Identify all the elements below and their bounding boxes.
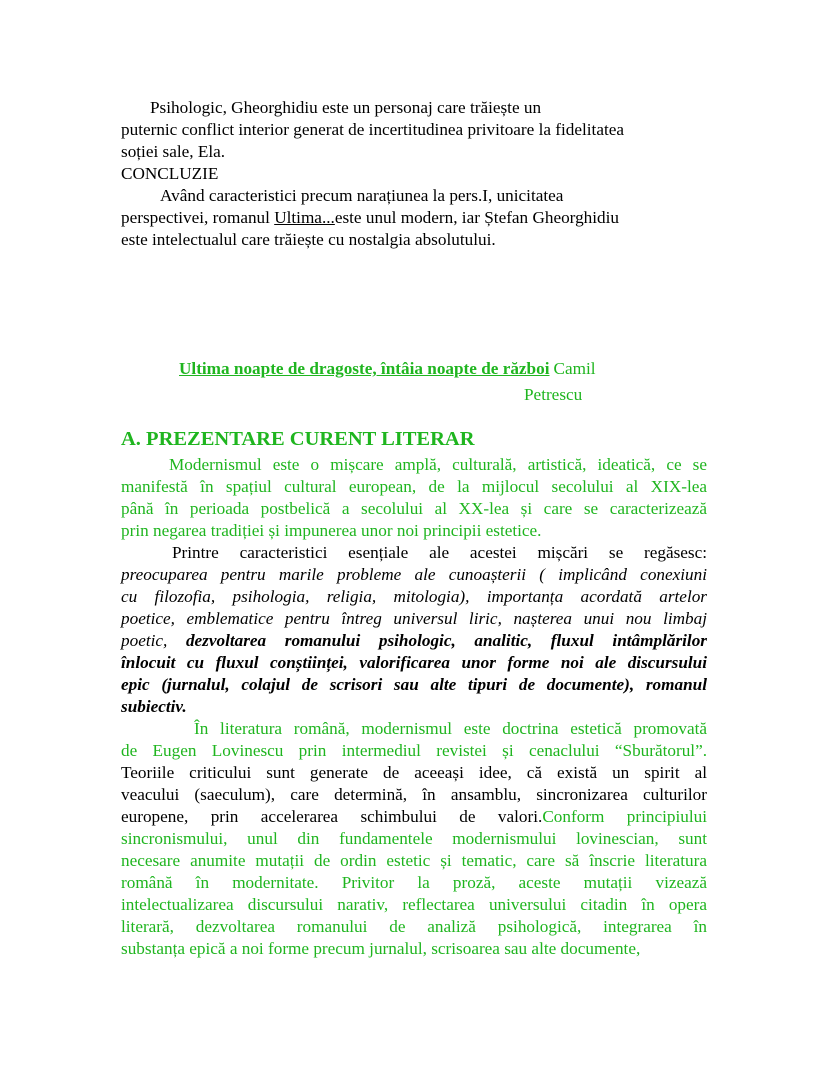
p3-line-7: necesare anumite mutații de ordin estetic și tematic, care să înscrie literatura (121, 851, 707, 870)
p3-line-10: literară, dezvoltarea romanului de analiză psihologică, integrarea în (121, 917, 707, 936)
author-last-name: Petrescu (524, 385, 583, 404)
p2-line-3: cu filozofia, psihologia, religia, mitologia), importanța acordată artelor (121, 587, 707, 606)
conclusion-line-2-pre: perspectivei, romanul (121, 208, 275, 227)
p3-line-9: intelectualizarea discursului narativ, reflectarea universului citadin în opera (121, 895, 707, 914)
novel-title-short: Ultima... (274, 208, 335, 227)
section-a-heading: A. PREZENTARE CURENT LITERAR (121, 428, 475, 450)
p1-line-3: până în perioada postbelică a secolului al XX-lea și care se caracterizează (121, 499, 707, 518)
p2-line-6: înlocuit cu fluxul conștiinței, valorificarea unor forme noi ale discursului (121, 653, 707, 672)
author-first-name: Camil (553, 359, 596, 378)
p2-line-5 (121, 630, 707, 652)
p3-line-2: de Eugen Lovinescu prin intermediul revistei și cenaclului “Sburătorul”. (121, 741, 707, 760)
p2-line-1: Printre caracteristici esențiale ale acestei mișcări se regăsesc: (172, 543, 707, 562)
p2-line-7: epic (jurnalul, colajul de scrisori sau alte tipuri de documente), romanul (121, 675, 707, 694)
intro-line-3: soției sale, Ela. (121, 142, 226, 161)
p3-line-5 (121, 806, 707, 828)
p2-line-2: preocuparea pentru marile probleme ale cunoașterii ( implicând conexiuni (121, 565, 707, 584)
p3-line-4: veacului (saeculum), care determină, în ansamblu, sincronizarea culturilor (121, 785, 707, 804)
p3-line-1: În literatura română, modernismul este doctrina estetică promovată (194, 719, 707, 738)
p3-line-5-green: Conform principiului (542, 807, 707, 826)
conclusion-heading: CONCLUZIE (121, 164, 219, 183)
novel-title: Ultima noapte de dragoste, întâia noapte de război (179, 359, 550, 378)
title-line (179, 358, 596, 380)
p3-line-8: română în modernitate. Privitor la proză, aceste mutații vizează (121, 873, 707, 892)
p1-line-4: prin negarea tradiției și impunerea unor noi principii estetice. (121, 521, 542, 540)
p3-line-5-black: europene, prin accelerarea schimbului de valori. (121, 807, 543, 826)
p2-line-5-italic: poetic, (121, 631, 186, 650)
conclusion-line-2-post: este unul modern, iar Ștefan Gheorghidiu (334, 208, 620, 227)
p2-line-8: subiectiv. (121, 697, 187, 716)
p3-line-6: sincronismului, unul din fundamentele modernismului lovinescian, sunt (121, 829, 707, 848)
p3-line-11: substanța epică a noi forme precum jurnalul, scrisoarea sau alte documente, (121, 939, 641, 958)
p3-line-3: Teoriile criticului sunt generate de aceeași idee, că există un spirit al (121, 763, 707, 782)
conclusion-line-2 (121, 207, 619, 229)
intro-line-1: Psihologic, Gheorghidiu este un personaj care trăiește un (150, 98, 542, 117)
p2-line-5-bold: dezvoltarea romanului psihologic, analitic, fluxul intâmplărilor (185, 631, 707, 650)
p1-line-1: Modernismul este o mișcare amplă, culturală, artistică, ideatică, ce se (169, 455, 707, 474)
conclusion-line-1: Având caracteristici precum narațiunea la pers.I, unicitatea (160, 186, 564, 205)
p2-line-4: poetice, emblematice pentru întreg universul liric, nașterea unui nou limbaj (121, 609, 707, 628)
conclusion-line-3: este intelectualul care trăiește cu nostalgia absolutului. (121, 230, 496, 249)
intro-line-2: puternic conflict interior generat de incertitudinea privitoare la fidelitatea (121, 120, 624, 139)
p1-line-2: manifestă în spațiul cultural european, de la mijlocul secolului al XIX-lea (121, 477, 707, 496)
